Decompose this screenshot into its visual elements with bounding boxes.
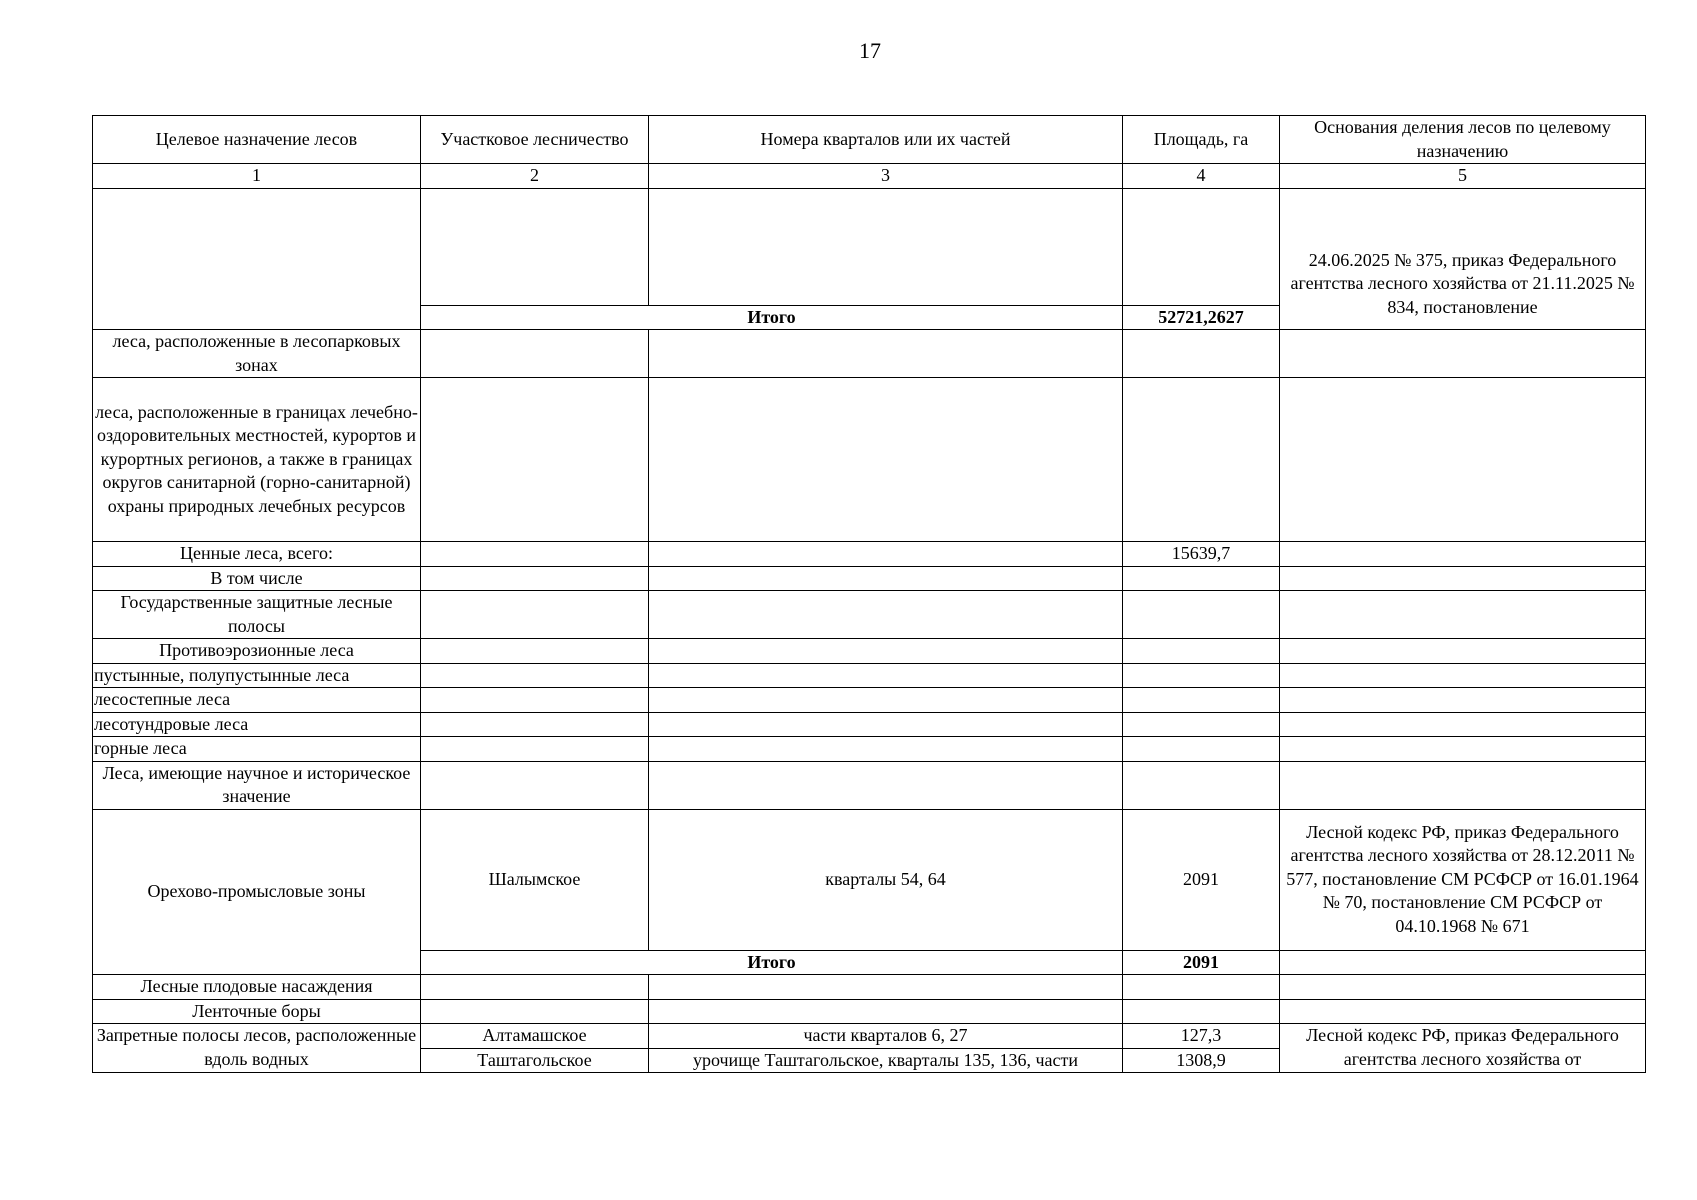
area-cell-empty (1123, 188, 1280, 305)
table-row (93, 188, 1646, 305)
purpose-cell: леса, расположенные в лесопарковых зонах (93, 330, 421, 378)
purpose-cell: Орехово-промысловые зоны (93, 809, 421, 975)
table-row (93, 542, 1646, 567)
area-cell: 127,3 (1123, 1024, 1280, 1049)
table-row (93, 591, 1646, 639)
purpose-cell: Государственные защитные лесные полосы (93, 591, 421, 639)
table-row (93, 639, 1646, 664)
table-row (93, 1024, 1646, 1049)
purpose-cell: пустынные, полупустынные леса (93, 663, 421, 688)
purpose-cell: Леса, имеющие научное и историческое значение (93, 761, 421, 809)
table-row (93, 663, 1646, 688)
area-cell: 2091 (1123, 809, 1280, 950)
purpose-cell: леса, расположенные в границах лечебно-оздоровительных местностей, курортов и курортных регионов, а также в границах округов санитарной (горно-санитарной) охраны природных лечебных ресурсов (93, 378, 421, 542)
quarters-cell: урочище Таштагольское, кварталы 135, 136, части (649, 1048, 1123, 1073)
header-forestry: Участковое лесничество (421, 116, 649, 164)
column-number: 4 (1123, 164, 1280, 189)
table-row (93, 330, 1646, 378)
header-area: Площадь, га (1123, 116, 1280, 164)
basis-text: 24.06.2025 № 375, приказ Федерального агентства лесного хозяйства от 21.11.2025 № 834, постановление (1290, 249, 1635, 317)
purpose-cell: горные леса (93, 737, 421, 762)
column-number-row (93, 164, 1646, 189)
purpose-cell: Лесные плодовые насаждения (93, 975, 421, 1000)
basis-cell: Лесной кодекс РФ, приказ Федерального агентства лесного хозяйства от 28.12.2011 № 577, постановление СМ РСФСР от 16.01.1964 № 70, постановление СМ РСФСР от 04.10.1968 № 671 (1280, 809, 1646, 950)
total-label: Итого (421, 950, 1123, 975)
table-row (93, 712, 1646, 737)
total-label: Итого (421, 305, 1123, 330)
purpose-text: Запретные полосы лесов, расположенные вдоль водных (96, 1025, 417, 1069)
forestry-cell: Алтамашское (421, 1024, 649, 1049)
basis-text: Лесной кодекс РФ, приказ Федерального агентства лесного хозяйства от (1306, 1025, 1619, 1069)
table-row (93, 809, 1646, 950)
forest-purpose-table (92, 115, 1646, 1073)
table-header-row (93, 116, 1646, 164)
basis-cell (1280, 188, 1646, 330)
table-row (93, 688, 1646, 713)
column-number: 1 (93, 164, 421, 189)
quarters-cell-empty (649, 188, 1123, 305)
quarters-cell: кварталы 54, 64 (649, 809, 1123, 950)
table-row (93, 999, 1646, 1024)
column-number: 3 (649, 164, 1123, 189)
table-row (93, 975, 1646, 1000)
purpose-cell: Противоэрозионные леса (93, 639, 421, 664)
purpose-cell: Ленточные боры (93, 999, 421, 1024)
page-number: 17 (859, 38, 881, 63)
purpose-cell: лесостепные леса (93, 688, 421, 713)
basis-cell (1280, 1024, 1646, 1073)
area-cell: 15639,7 (1123, 542, 1280, 567)
column-number: 2 (421, 164, 649, 189)
purpose-cell: В том числе (93, 566, 421, 591)
header-quarters: Номера кварталов или их частей (649, 116, 1123, 164)
forestry-cell-empty (421, 188, 649, 305)
purpose-cell: лесотундровые леса (93, 712, 421, 737)
table-row (93, 566, 1646, 591)
total-area: 52721,2627 (1123, 305, 1280, 330)
purpose-cell (93, 1024, 421, 1073)
forestry-cell: Таштагольское (421, 1048, 649, 1073)
purpose-cell: Ценные леса, всего: (93, 542, 421, 567)
area-cell: 1308,9 (1123, 1048, 1280, 1073)
forestry-cell: Шалымское (421, 809, 649, 950)
table-row (93, 737, 1646, 762)
header-basis: Основания деления лесов по целевому назначению (1280, 116, 1646, 164)
quarters-cell: части кварталов 6, 27 (649, 1024, 1123, 1049)
purpose-cell-empty (93, 188, 421, 330)
column-number: 5 (1280, 164, 1646, 189)
header-purpose: Целевое назначение лесов (93, 116, 421, 164)
total-area: 2091 (1123, 950, 1280, 975)
table-row (93, 378, 1646, 542)
table-row (93, 761, 1646, 809)
